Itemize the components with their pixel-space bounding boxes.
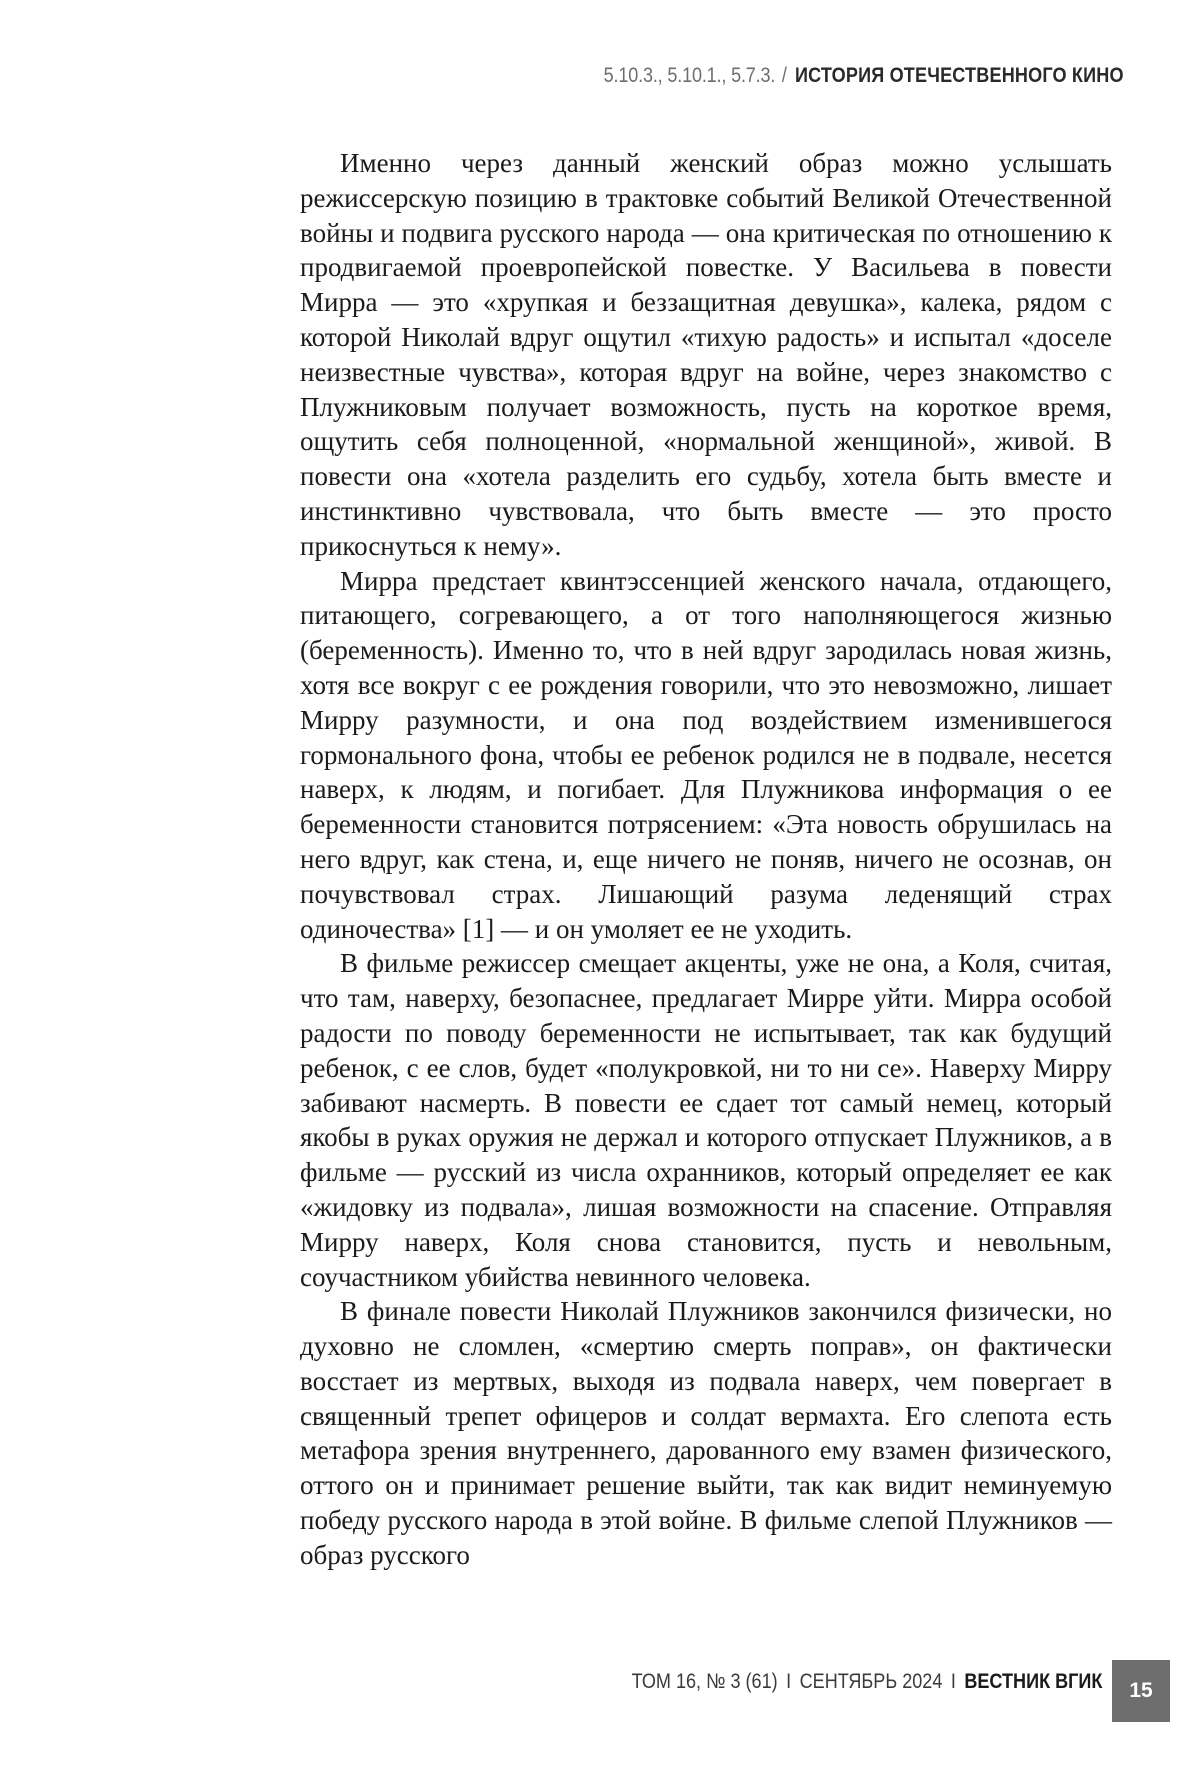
running-header (604, 64, 1124, 88)
header-section-title: ИСТОРИЯ ОТЕЧЕСТВЕННОГО КИНО (795, 64, 1124, 87)
paragraph: Мирра предстает квинтэссенцией женского начала, отдающего, питающего, согревающего, а от того наполняющегося жизнью (беременность). Именно то, что в ней вдруг зародилась новая жизнь, хотя все вокруг с ее рождения говорили, что это невозможно, лишает Мирру разумности, и она под воздействием изменившегося гормонального фона, чтобы ее ребенок родился не в подвале, несется наверх, к людям, и погибает. Для Плужникова информация о ее беременности становится потрясением: «Эта новость обрушилась на него вдруг, как стена, и, еще ничего не поняв, ничего не осознав, он почувствовал страх. Лишающий разума леденящий страх одиночества» [1] — и он умоляет ее не уходить. (300, 564, 1112, 947)
header-codes: 5.10.3., 5.10.1., 5.7.3. (604, 64, 776, 87)
footer-divider: I (786, 1670, 791, 1693)
footer-journal-title: ВЕСТНИК ВГИК (964, 1670, 1102, 1693)
paragraph: В фильме режиссер смещает акценты, уже не она, а Коля, считая, что там, наверху, безопаснее, предлагает Мирре уйти. Мирра особой радости по поводу беременности не испытывает, так как будущий ребенок, с ее слов, будет «полукровкой, ни то ни се». Наверху Мирру забивают насмерть. В повести ее сдает тот самый немец, который якобы в руках оружия не держал и которого отпускает Плужников, а в фильме — русский из числа охранников, который определяет ее как «жидовку из подвала», лишая возможности на спасение. Отправляя Мирру наверх, Коля снова становится, пусть и невольным, соучастником убийства невинного человека. (300, 946, 1112, 1294)
footer-divider: I (950, 1670, 955, 1693)
paragraph: В финале повести Николай Плужников закончился физически, но духовно не сломлен, «смертию смерть поправ», он фактически восстает из мертвых, выходя из подвала наверх, чем повергает в священный трепет офицеров и солдат вермахта. Его слепота есть метафора зрения внутреннего, дарованного ему взамен физического, оттого он и принимает решение выйти, так как видит неминуемую победу русского народа в этой войне. В фильме слепой Плужников — образ русского (300, 1294, 1112, 1572)
running-footer (631, 1660, 1102, 1704)
footer-volume: ТОМ 16, № 3 (61) (631, 1670, 777, 1693)
article-body (300, 146, 1112, 1573)
footer-date: СЕНТЯБРЬ 2024 (799, 1670, 942, 1693)
page-number: 15 (1112, 1660, 1170, 1722)
header-separator: / (782, 64, 787, 87)
journal-page (0, 0, 1200, 1780)
paragraph: Именно через данный женский образ можно услышать режиссерскую позицию в трактовке событий Великой Отечественной войны и подвига русского народа — она критическая по отношению к продвигаемой проевропейской повестке. У Васильева в повести Мирра — это «хрупкая и беззащитная девушка», калека, рядом с которой Николай вдруг ощутил «тихую радость» и испытал «доселе неизвестные чувства», которая вдруг на войне, через знакомство с Плужниковым получает возможность, пусть на короткое время, ощутить себя полноценной, «нормальной женщиной», живой. В повести она «хотела разделить его судьбу, хотела быть вместе и инстинктивно чувствовала, что быть вместе — это просто прикоснуться к нему». (300, 146, 1112, 564)
